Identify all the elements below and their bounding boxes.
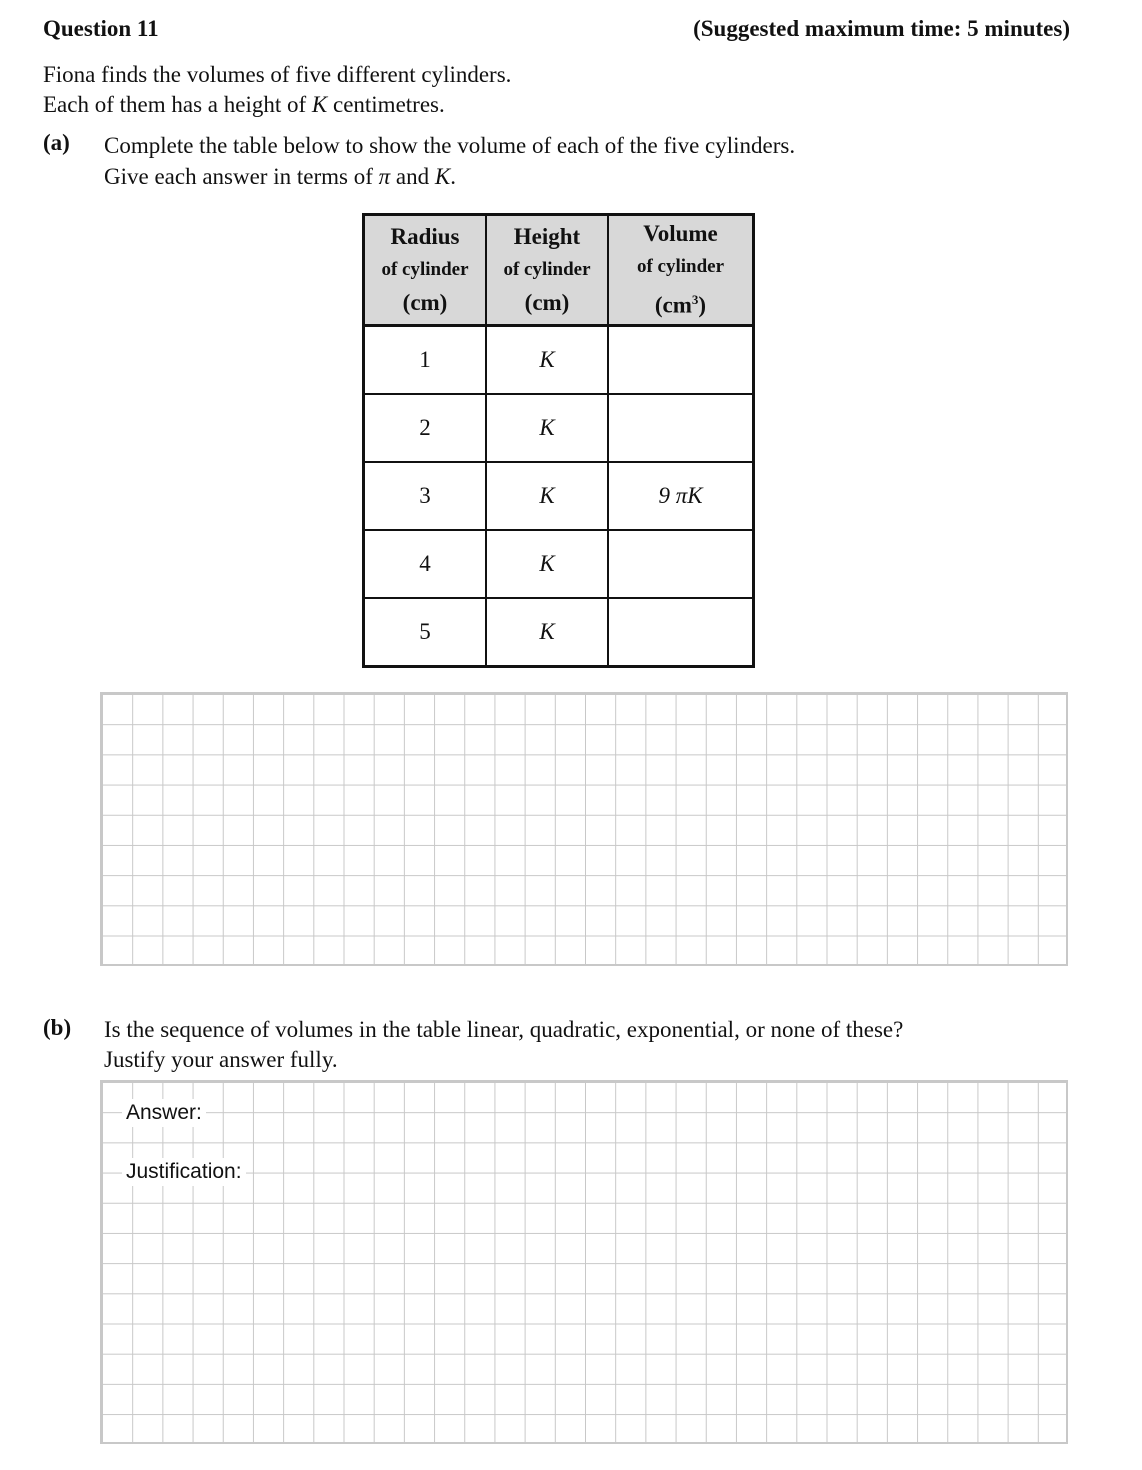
pi-symbol: π — [378, 164, 391, 189]
part-a-line-1: Complete the table below to show the volume of each of the five cylinders. — [104, 133, 796, 158]
part-a-line-2-start: Give each answer in terms of — [104, 164, 379, 189]
radius-cell: 1 — [364, 326, 487, 395]
intro-line-2 — [43, 90, 511, 120]
radius-cell: 5 — [364, 598, 487, 667]
part-a-instructions — [104, 130, 795, 192]
part-a-line-2-end: . — [450, 164, 456, 189]
table-row — [364, 530, 754, 598]
suggested-time: (Suggested maximum time: 5 minutes) — [693, 16, 1070, 41]
intro-line-1: Fiona finds the volumes of five different cylinders. — [43, 62, 512, 87]
intro-line-2-start: Each of them has a height of — [43, 92, 312, 117]
radius-cell: 2 — [364, 394, 487, 462]
volume-given-cell: 9 πK — [608, 462, 754, 530]
question-intro — [43, 60, 511, 120]
part-a-working-grid[interactable] — [100, 692, 1068, 966]
radius-cell: 4 — [364, 530, 487, 598]
variable-k: K — [311, 92, 328, 117]
header-height: Height of cylinder (cm) — [486, 215, 608, 326]
answer-label: Answer: — [122, 1099, 206, 1127]
radius-cell: 3 — [364, 462, 487, 530]
volume-answer-cell[interactable] — [608, 530, 754, 598]
part-b-answer-grid[interactable] — [100, 1080, 1068, 1444]
volume-answer-cell[interactable] — [608, 598, 754, 667]
table-row — [364, 394, 754, 462]
height-cell: K — [486, 530, 608, 598]
table-header-row — [364, 215, 754, 326]
justification-label: Justification: — [122, 1158, 246, 1186]
part-a-line-2 — [104, 161, 795, 192]
intro-line-2-end: centimetres. — [327, 92, 445, 117]
height-cell: K — [486, 394, 608, 462]
height-cell: K — [486, 462, 608, 530]
part-b-line-2: Justify your answer fully. — [104, 1047, 338, 1072]
variable-k: K — [434, 164, 451, 189]
table-row — [364, 462, 754, 530]
header-volume: Volume of cylinder $(cm^3)$ — [608, 215, 754, 326]
question-title: Question 11 — [43, 16, 159, 41]
volume-answer-cell[interactable] — [608, 326, 754, 395]
part-a-label: (a) — [43, 130, 70, 155]
part-b-line-1: Is the sequence of volumes in the table linear, quadratic, exponential, or none of these? — [104, 1017, 904, 1042]
height-cell: K — [486, 326, 608, 395]
volume-answer-cell[interactable] — [608, 394, 754, 462]
height-cell: K — [486, 598, 608, 667]
part-a-line-2-mid: and — [390, 164, 435, 189]
table-row — [364, 598, 754, 667]
table-row — [364, 326, 754, 395]
part-b-instructions — [104, 1015, 903, 1075]
part-b-label: (b) — [43, 1015, 72, 1040]
header-radius: Radius of cylinder (cm) — [364, 215, 487, 326]
cylinder-volume-table — [362, 213, 755, 668]
